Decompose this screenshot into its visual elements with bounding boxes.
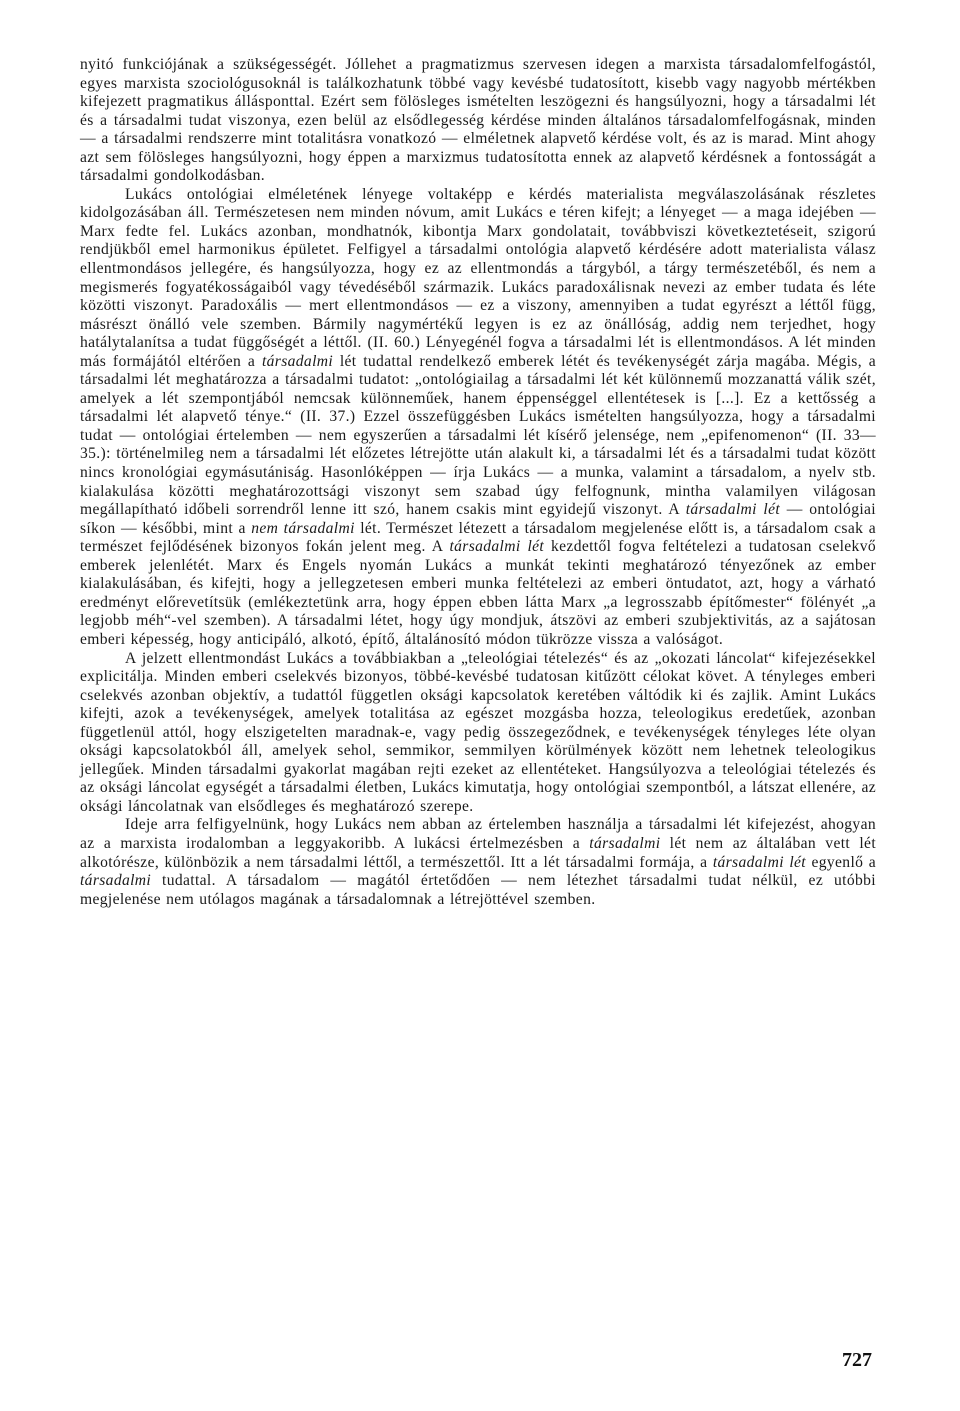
paragraph: Ideje arra felfigyelnünk, hogy Lukács nem abban az értelemben használja a társadalmi lét kifejezést, ahogyan az a marxista irodalomban a leggyakoribb. A lukácsi értelmezésben a társadalmi lét nem az általában vett lét alkotórésze, különbözik a nem társadalmi léttől, a természettől. Itt a lét társadalmi formája, a társadalmi lét egyenlő a társadalmi tudattal. A társadalom — magától értetődően — nem létezhet társadalmi tudat nélkül, ez utóbbi megjelenése nem utólagos magának a társadalomnak a létrejöttével szemben.: [80, 816, 876, 908]
paragraph: Lukács ontológiai elméletének lényege voltaképp e kérdés materialista megválaszolásának részletes kidolgozásában áll. Természetesen nem minden nóvum, amit Lukács e téren kifejt; a lényeget — a maga idejében — Marx fedte fel. Lukács azonban, mondhatnók, kibontja Marx gondolatait, továbbviszi következtetéseit, szigorú rendjükből emel harmonikus épületet. Felfigyel a társadalmi ontológia alapvető kérdésére adott materialista válasz ellentmondásos jellegére, és hangsúlyozza, hogy ez az ellentmondás a tárgyból, a tárgy természetéből, és nem a megismerés fogyatékosságaiból vagy tévedéséből származik. Lukács paradoxálisnak nevezi az ember tudata és léte közötti viszonyt. Paradoxális — mert ellentmondásos — ez a viszony, amennyiben a tudat egyrészt a léttől függ, másrészt önálló vele szemben. Bármily nagymértékű legyen is ez az önállóság, addig nem terjedhet, hogy hatálytalanítsa a tudat függőségét a léttől. (II. 60.) Lényegénél fogva a társadalmi lét is ellentmondásos. A lét minden más formájától eltérően a társadalmi lét tudattal rendelkező emberek létét és tevékenységét zárja magába. Mégis, a társadalmi lét meghatározza a társadalmi tudatot: „ontológiailag a társadalmi lét két különnemű mozzanattá válik szét, amelyek a lét szempontjából nemcsak különneműek, hanem éppenséggel ellentétesek is [...]. Ez a kettősség a társadalmi lét alapvető ténye.“ (II. 37.) Ezzel összefüggésben Lukács ismételten hangsúlyozza, hogy a társadalmi tudat — ontológiai értelemben — nem egyszerűen a társadalmi lét kísérő jelensége, nem „epifenomenon“ (II. 33—35.): történelmileg nem a társadalmi lét előzetes létrejötte után alakult ki, a társadalmi lét és a társadalmi tudat között nincs kronológiai egymásutániság. Hasonlóképpen — írja Lukács — a munka, valamint a társadalom, a nyelv stb. kialakulása közötti meghatározottsági viszonyt sem szabad úgy felfognunk, mintha valamilyen világosan megállapítható időbeli sorrendről lenne itt szó, hanem csakis mint egyidejű viszonyt. A társadalmi lét — ontológiai síkon — későbbi, mint a nem társadalmi lét. Természet létezett a társadalom megjelenése előtt is, a társadalom csak a természet fejlődésének bizonyos fokán jelent meg. A társadalmi lét kezdettől fogva feltételezi a tudatosan cselekvő emberek jelenlétét. Marx és Engels nyomán Lukács a munkát tekinti meghatározó tényezőnek az ember kialakulásában, és kifejti, hogy a jellegzetesen emberi munka feltételezi az emberi öntudatot, azt, hogy a várható eredményt előrevetítsük (emlékeztetünk arra, hogy éppen ebben látta Marx „a legrosszabb építőmester“ fölényét „a legjobb méh“-vel szemben). A társadalmi létet, hogy úgy mondjuk, átszövi az emberi szubjektivitás, az a sajátosan emberi képesség, hogy anticipáló, alkotó, építő, általánosító módon tükrözze vissza a valóságot.: [80, 185, 877, 648]
emphasis: társadalmi lét: [712, 853, 806, 871]
page-number: 727: [842, 1349, 872, 1371]
emphasis: társadalmi lét: [685, 501, 781, 519]
emphasis: társadalmi lét: [449, 538, 545, 556]
paragraph: A jelzett ellentmondást Lukács a továbbiakban a „teleológiai tételezés“ és az „okozati láncolat“ kifejezésekkel explicitálja. Minden emberi cselekvés bizonyos, többé-kevésbé tudatosan kitűzött célokat követ. A tényleges emberi cselekvés azonban objektív, a tudattól független oksági kapcsolatok keretében váltódik ki és zajlik. Amint Lukács kifejti, azok a tevékenységek, amelyek totalitása az egészet mozgásba hozza, teleologikus eredetűek, azonban függetlenül attól, hogy elszigetelten maradnak-e, vagy pedig összegeződnek, e tevékenységek tényleges léte olyan oksági kapcsolatokból áll, amelyek sehol, semmikor, semmilyen körülmények között nem lehetnek teleologikus jellegűek. Minden társadalmi gyakorlat magában rejti ezeket az ellentéteket. Hangsúlyozva a teleológiai tételezés és az oksági láncolat egységét a társadalmi életben, Lukács kimutatja, hogy ontológiai szempontból, a látszat ellenére, az oksági láncolatnak van elsődleges és meghatározó szerepe.: [80, 649, 876, 815]
emphasis: nem társadalmi: [251, 519, 355, 537]
emphasis: társadalmi: [261, 352, 334, 370]
emphasis: társadalmi: [589, 834, 661, 852]
emphasis: társadalmi: [80, 872, 152, 890]
page-body: [80, 56, 876, 909]
paragraph: nyitó funkciójának a szükségességét. Jóllehet a pragmatizmus szervesen idegen a marxista társadalomfelfogástól, egyes marxista szociológusoknál is találkozhatunk többé vagy kevésbé tudatosított, kisebb vagy nagyobb mértékben kifejezett pragmatikus állásponttal. Ezért sem fölösleges ismételten leszögezni és hangsúlyozni, hogy a társadalmi lét és a társadalmi tudat viszonya, ezen belül az elsődlegesség kérdése minden általános társadalomfelfogásnak, minden — a társadalmi rendszerre mint totalitásra vonatkozó — elméletnek alapvető kérdése volt, és az is marad. Mint ahogy azt sem fölösleges hangsúlyozni, hogy éppen a marxizmus tudatosította ennek az alapvető kérdésnek a fontosságát a társadalmi gondolkodásban.: [80, 56, 876, 185]
